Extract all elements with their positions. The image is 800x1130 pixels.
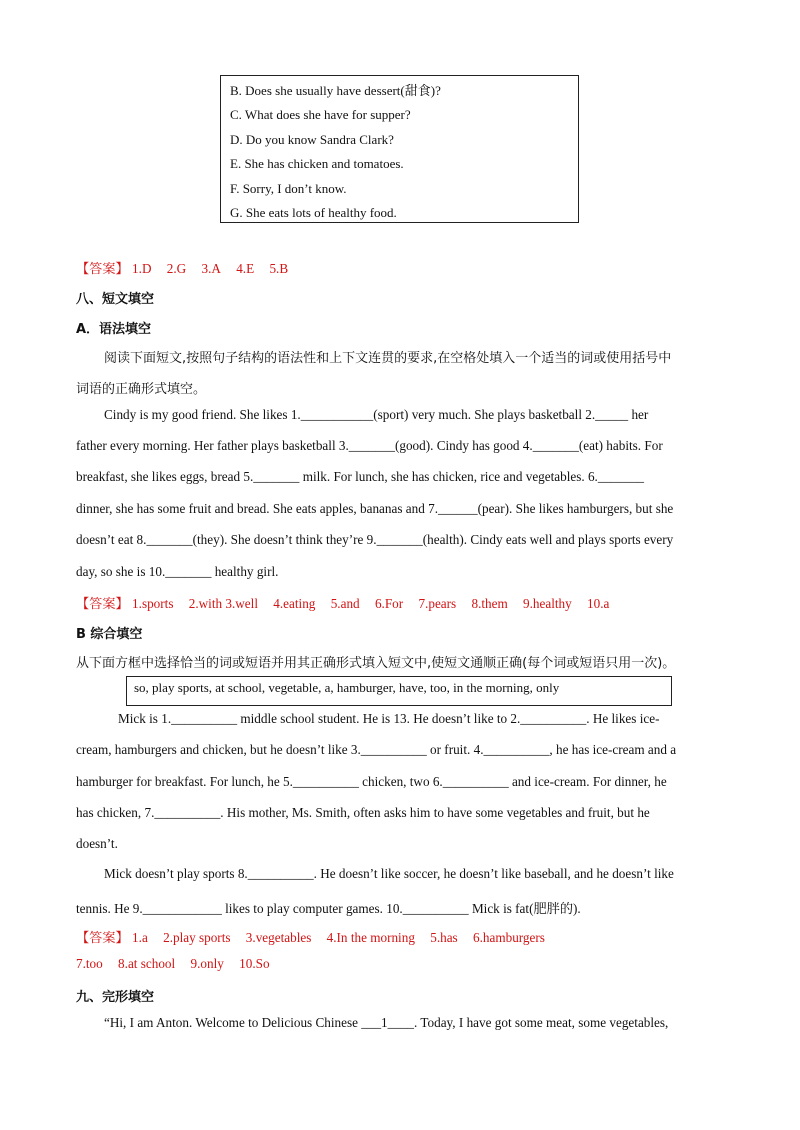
answer-item: 1.sports (132, 596, 174, 611)
instruction-a-line1: 阅读下面短文,按照句子结构的语法性和上下文连贯的要求,在空格处填入一个适当的词或使用括号中 (104, 351, 672, 366)
passage-a-line: father every morning. Her father plays basketball 3._______(good). Cindy has good 4._______(eat) habits. For (76, 438, 663, 453)
cloze-intro (104, 1015, 668, 1031)
passage-a-line: day, so she is 10._______ healthy girl. (76, 564, 279, 579)
option-b: B. Does she usually have dessert(甜食)? (230, 83, 441, 98)
instruction-b: 从下面方框中选择恰当的词或短语并用其正确形式填入短文中,使短文通顺正确(每个词或短语只用一次)。 (76, 656, 676, 671)
answer-line-7 (76, 258, 288, 277)
section-8b-title: B 综合填空 (76, 627, 143, 642)
answer-item: 8.them (471, 596, 508, 611)
answer-item: 2.G (166, 261, 187, 276)
answer-label: 【答案】 (76, 262, 129, 277)
answer-item: 6.For (374, 596, 404, 611)
answer-item: 7.pears (418, 596, 457, 611)
passage-b-line: Mick is 1.__________ middle school student. He is 13. He doesn’t like to 2.__________. He likes ice- (118, 711, 660, 726)
passage-b-line: doesn’t. (76, 836, 118, 851)
passage-a-line: Cindy is my good friend. She likes 1.___________(sport) very much. She plays basketball 2._____ her (104, 407, 649, 422)
passage-a-line: dinner, she has some fruit and bread. She eats apples, bananas and 7.______(pear). She likes hamburgers, but she (76, 501, 674, 516)
cloze-intro-after: . Today, I have got some meat, some vegetables, (414, 1015, 669, 1030)
answer-item: 10.So (239, 956, 270, 971)
answer-item: 3.A (201, 261, 221, 276)
answer-label: 【答案】 (76, 931, 129, 946)
answer-line-8a (76, 593, 609, 612)
option-e: E. She has chicken and tomatoes. (230, 156, 404, 172)
option-c: C. What does she have for supper? (230, 107, 411, 123)
section-8-title: 八、短文填空 (76, 292, 155, 307)
instruction-a-line2: 词语的正确形式填空。 (76, 382, 207, 397)
passage-b-line: cream, hamburgers and chicken, but he doesn’t like 3.__________ or fruit. 4.__________, he has ice-cream and a (76, 742, 677, 757)
answer-item: 7.too (76, 956, 103, 971)
passage-a-line: doesn’t eat 8._______(they). She doesn’t think they’re 9._______(health). Cindy eats well and plays sports every (76, 532, 674, 547)
answer-line-8b-1 (76, 927, 545, 946)
answer-item: 1.D (132, 261, 152, 276)
answer-item: 8.at school (118, 956, 176, 971)
option-g: G. She eats lots of healthy food. (230, 205, 397, 221)
answer-item: 2.play sports (163, 930, 231, 945)
passage-b-line: has chicken, 7.__________. His mother, Ms. Smith, often asks him to have some vegetables and fruit, but he (76, 805, 650, 820)
answer-item: 2.with 3.well (188, 596, 258, 611)
passage-b-line: Mick doesn’t play sports 8.__________. He doesn’t like soccer, he doesn’t like baseball, and he doesn’t like (104, 866, 674, 881)
option-d: D. Do you know Sandra Clark? (230, 131, 394, 147)
word-box: so, play sports, at school, vegetable, a, hamburger, have, too, in the morning, only (126, 676, 672, 706)
answer-line-8b-2 (76, 956, 270, 972)
answer-item: 5.has (430, 930, 458, 945)
option-f: F. Sorry, I don’t know. (230, 180, 347, 196)
answer-item: 10.a (587, 596, 610, 611)
cloze-intro-before: “Hi, I am Anton. Welcome to Delicious Chinese (104, 1015, 358, 1030)
answer-item: 1.a (132, 930, 148, 945)
answer-item: 3.vegetables (245, 930, 312, 945)
answer-item: 4.E (236, 261, 255, 276)
answer-item: 5.and (330, 596, 360, 611)
passage-b-line: tennis. He 9.____________ likes to play computer games. 10.__________ Mick is fat(肥胖的). (76, 901, 581, 916)
answer-item: 4.In the morning (326, 930, 415, 945)
answer-label: 【答案】 (76, 597, 129, 612)
answer-item: 9.only (190, 956, 224, 971)
passage-b-line: hamburger for breakfast. For lunch, he 5.__________ chicken, two 6.__________ and ice-cream. For dinner, he (76, 774, 667, 789)
passage-a-line: breakfast, she likes eggs, bread 5._______ milk. For lunch, she has chicken, rice and vegetables. 6._______ (76, 469, 645, 484)
answer-item: 5.B (269, 261, 289, 276)
answer-item: 9.healthy (523, 596, 572, 611)
cloze-blank-1: ___1____ (361, 1015, 415, 1030)
answer-item: 4.eating (273, 596, 316, 611)
answer-item: 6.hamburgers (473, 930, 545, 945)
section-9-title: 九、完形填空 (76, 990, 155, 1005)
options-box (220, 75, 579, 223)
section-8a-title: A．语法填空 (76, 322, 152, 337)
